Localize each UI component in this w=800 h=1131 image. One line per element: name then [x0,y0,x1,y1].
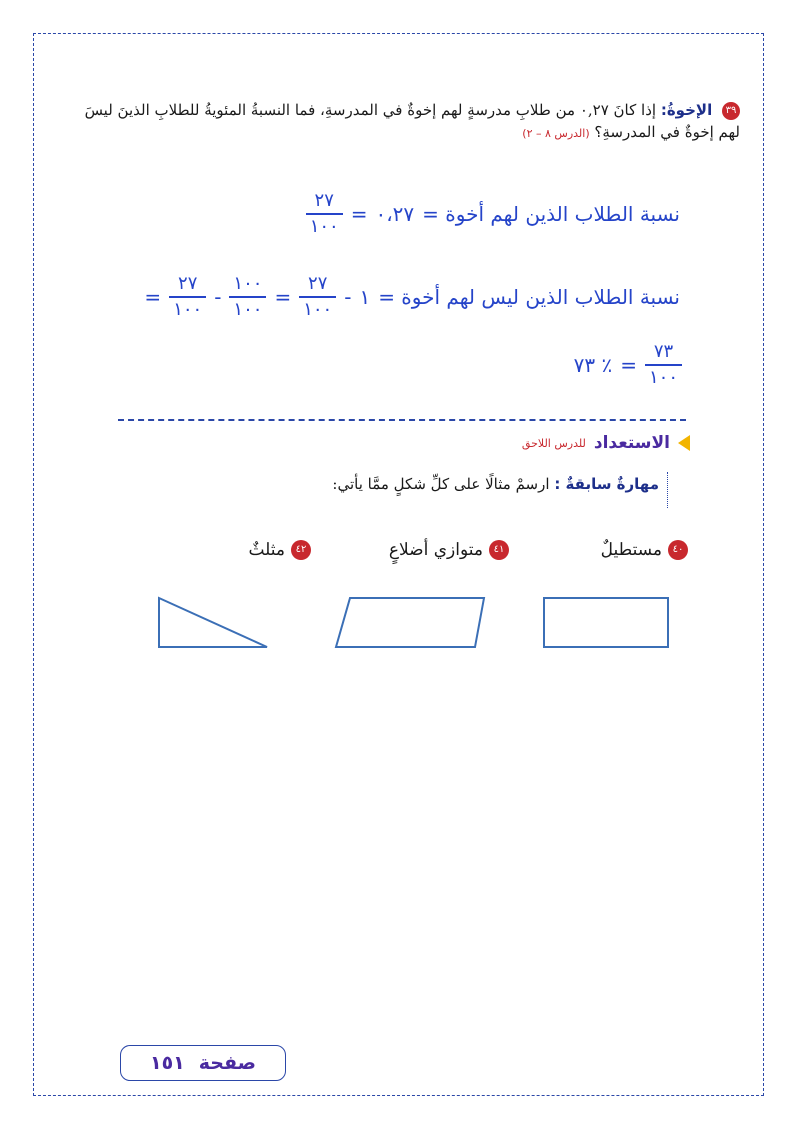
shape-name: مثلثٌ [248,540,285,560]
preparation-title: الاستعداد [593,433,670,453]
line2-equals-2: = [144,285,162,309]
number-badge: ٤١ [489,540,509,560]
line2-fraction-a [299,275,336,319]
shape-label-rectangle [601,540,688,560]
question-number-badge: ٣٩ [722,102,740,120]
line2-minus-1: - [344,285,352,309]
section-divider [118,419,686,421]
solution-line-2 [144,275,680,319]
solution-line-3 [574,343,682,387]
shape-label-triangle [248,540,311,560]
line2-fraction-c [169,275,206,319]
question-text: إذا كانَ ٠,٢٧ من طلابِ مدرسةٍ لهم إخوةٌ في المدرسةِ، فما النسبةُ المئويةُ للطلابِ الذينَ ليسَ لهم إخوةٌ في المدرسةِ؟ [84,101,740,141]
shape-name: متوازي أضلاعٍ [388,540,483,560]
line1-denominator: ١٠٠ [306,213,343,236]
lesson-reference: (الدرس ٨ – ٢) [522,127,590,140]
page-label: صفحة [198,1052,257,1074]
line2-fraction-b-num: ١٠٠ [233,273,263,294]
shape-name: مستطيلٌ [600,540,662,560]
line2-minus-2: - [214,285,222,309]
line1-fraction [306,192,343,236]
solution-line-1 [306,192,680,236]
question-title: الإخوةُ: [660,101,713,119]
line1-numerator: ٢٧ [314,190,334,211]
line2-fraction-b [229,275,266,319]
line2-fraction-a-num: ٢٧ [308,273,328,294]
number-badge: ٤٠ [668,540,688,560]
prior-skill [332,472,668,508]
question-39 [60,99,740,145]
parallelogram-shape [336,598,484,647]
line2-one: ١ [359,285,371,309]
skill-title: مهارةٌ سابقةٌ : [554,475,659,493]
line3-equals: = [620,353,637,377]
line3-denominator: ١٠٠ [645,364,682,387]
line2-fraction-a-den: ١٠٠ [299,296,336,319]
page-number-box [120,1045,286,1081]
number-badge: ٤٢ [291,540,311,560]
arrow-icon [678,435,690,451]
shape-drawings [150,593,680,653]
line2-equals-1: = [274,285,292,309]
preparation-subtitle: للدرس اللاحق [521,436,586,450]
rectangle-shape [544,598,668,647]
line2-fraction-c-den: ١٠٠ [169,296,206,319]
line2-fraction-b-den: ١٠٠ [229,296,266,319]
line3-percent: ٪ ٧٣ [573,353,613,377]
line2-fraction-c-num: ٢٧ [178,273,198,294]
preparation-header [522,433,690,453]
line3-fraction [645,343,682,387]
line1-decimal: ٠،٢٧ [375,202,415,226]
skill-text: ارسمْ مثالًا على كلِّ شكلٍ ممَّا يأتي: [332,475,550,493]
line1-equals: = [350,202,368,226]
triangle-shape [159,598,267,647]
line3-numerator: ٧٣ [653,341,674,362]
shape-label-parallelogram [389,540,509,560]
page-number: ١٥١ [149,1052,185,1074]
line2-label: نسبة الطلاب الذين ليس لهم أخوة = [378,285,680,309]
line1-label: نسبة الطلاب الذين لهم أخوة = [422,202,680,226]
